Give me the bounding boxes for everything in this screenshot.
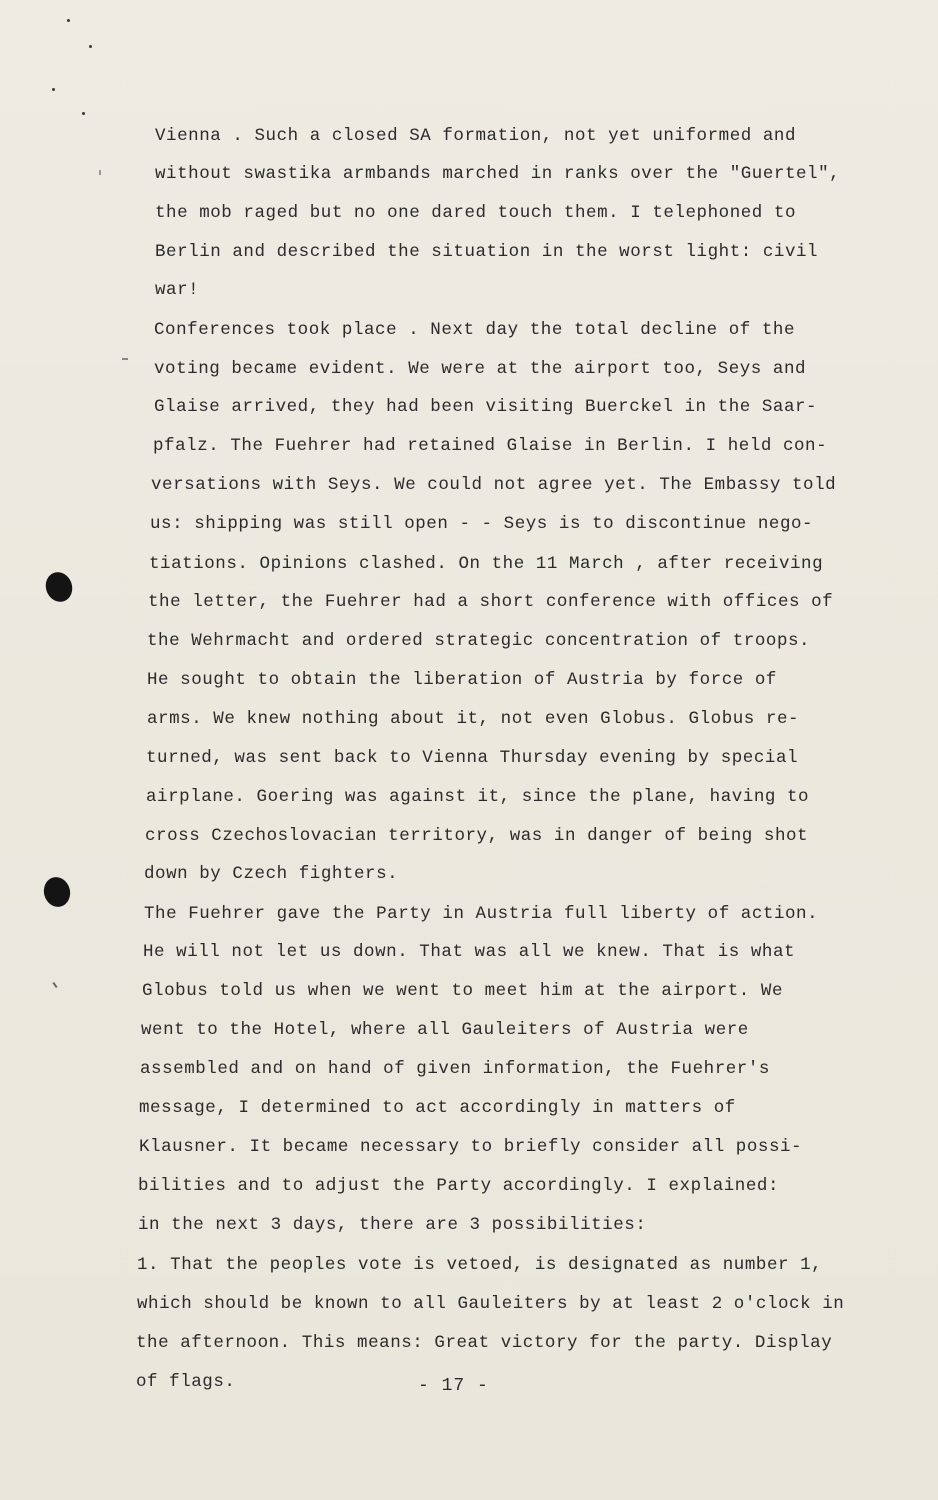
text-line: the afternoon. This means: Great victory for the party. Display [136, 1333, 833, 1353]
text-line: He will not let us down. That was all we knew. That is what [143, 942, 796, 962]
text-line: down by Czech fighters. [144, 864, 399, 884]
text-line: airplane. Goering was against it, since the plane, having to [146, 787, 810, 807]
text-line: Klausner. It became necessary to briefly consider all possi- [139, 1137, 803, 1157]
text-line: voting became evident. We were at the airport too, Seys and [154, 359, 807, 379]
text-line: us: shipping was still open - - Seys is to discontinue nego- [150, 514, 814, 534]
text-line: without swastika armbands marched in ranks over the "Guertel", [155, 164, 841, 184]
text-line: in the next 3 days, there are 3 possibilities: [138, 1215, 647, 1235]
text-line: cross Czechoslovacian territory, was in danger of being shot [145, 826, 809, 846]
text-line: Conferences took place . Next day the total decline of the [154, 320, 795, 340]
page-number: - 17 - [418, 1376, 489, 1396]
text-line: pfalz. The Fuehrer had retained Glaise in Berlin. I held con- [153, 436, 828, 456]
text-line: versations with Seys. We could not agree yet. The Embassy told [151, 475, 837, 495]
text-line: tiations. Opinions clashed. On the 11 March , after receiving [149, 554, 824, 574]
text-line: the mob raged but no one dared touch them. I telephoned to [155, 203, 796, 223]
text-line: message, I determined to act accordingly in matters of [139, 1098, 736, 1118]
text-line: war! [155, 280, 200, 300]
text-line: 1. That the peoples vote is vetoed, is designated as number 1, [137, 1255, 823, 1275]
text-line: Berlin and described the situation in the worst light: civil [155, 242, 819, 262]
text-line: He sought to obtain the liberation of Austria by force of [147, 670, 777, 690]
text-line: went to the Hotel, where all Gauleiters of Austria were [141, 1020, 749, 1040]
text-line: arms. We knew nothing about it, not even Globus. Globus re- [147, 709, 800, 729]
text-line: which should be known to all Gauleiters by at least 2 o'clock in [137, 1294, 845, 1314]
text-line: turned, was sent back to Vienna Thursday evening by special [146, 748, 799, 768]
text-line: assembled and on hand of given information, the Fuehrer's [140, 1059, 770, 1079]
text-line: Vienna . Such a closed SA formation, not yet uniformed and [155, 126, 796, 146]
text-line: The Fuehrer gave the Party in Austria full liberty of action. [144, 904, 819, 924]
text-line: bilities and to adjust the Party accordingly. I explained: [138, 1176, 779, 1196]
text-line: the letter, the Fuehrer had a short conference with offices of [148, 592, 834, 612]
text-line: the Wehrmacht and ordered strategic concentration of troops. [147, 631, 811, 651]
text-line: Globus told us when we went to meet him at the airport. We [142, 981, 783, 1001]
text-line: of flags. [136, 1372, 236, 1392]
text-line: Glaise arrived, they had been visiting Buerckel in the Saar- [154, 397, 818, 417]
